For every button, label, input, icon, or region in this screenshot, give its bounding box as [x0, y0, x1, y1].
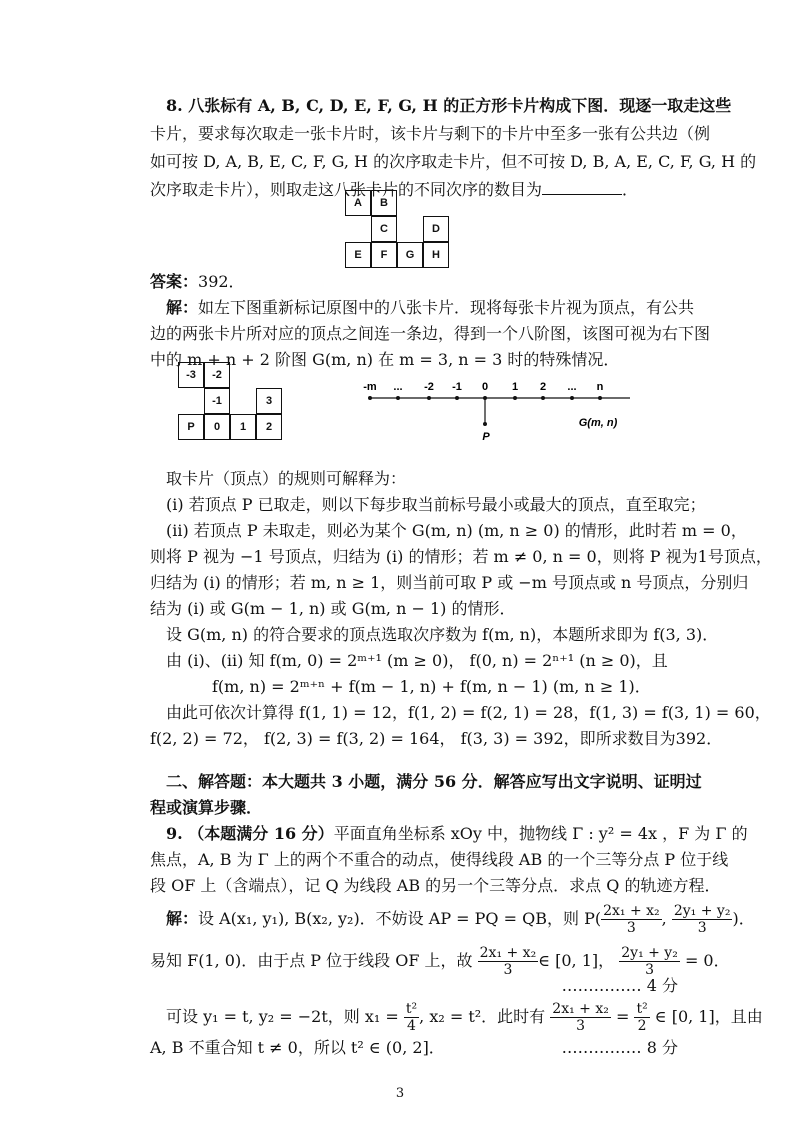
card-neg2: -2 — [204, 362, 230, 388]
card-h: H — [423, 242, 449, 268]
solution9-line2: 易知 F(1, 0)．由于点 P 位于线段 OF 上，故 $\frac{\text{2x₁ + x₂}}{3}$ ∈ [0, 1]， $\frac{\text{2y₁ + y₂}}{3}$ = 0． — [150, 945, 730, 978]
solution9-line4: A, B 不重合知 t ≠ 0，所以 t² ∈ (0, 2]． — [150, 1038, 445, 1057]
graph-label: n — [596, 381, 604, 393]
card-f: F — [371, 242, 397, 268]
rule-1: (i) 若顶点 P 已取走，则以下每步取当前标号最小或最大的顶点，直至取完； — [166, 495, 706, 514]
card-neg3: -3 — [178, 362, 204, 388]
card-e: E — [345, 242, 371, 268]
fraction: $\frac{\text{2x₁ + x₂}}{3}$ — [603, 903, 660, 936]
vertex — [513, 396, 517, 400]
card-g: G — [397, 242, 423, 268]
page-number: 3 — [395, 1086, 405, 1101]
f-recurrence: f(m, n) = 2ᵐ⁺ⁿ + f(m − 1, n) + f(m, n − 1) (m, n ≥ 1)． — [212, 677, 651, 696]
graph-label: ... — [393, 381, 403, 393]
card-a: A — [345, 190, 371, 216]
problem8-line2: 卡片，要求每次取走一张卡片时，该卡片与剩下的卡片中至多一张有公共边（例 — [150, 124, 711, 143]
solution8-line1: 解：如左下图重新标记原图中的八张卡片．现将每张卡片视为顶点，有公共 — [166, 298, 695, 317]
rule-2d: 结为 (i) 或 G(m − 1, n) 或 G(m, n − 1) 的情形． — [150, 599, 516, 618]
graph-label: ... — [567, 381, 577, 393]
fraction: $\frac{\text{t²}}{2}$ — [636, 1001, 648, 1034]
card-b: B — [371, 190, 397, 216]
fraction: $\frac{\text{2y₁ + y₂}}{3}$ — [621, 945, 678, 978]
solution9-line3: 可设 y₁ = t, y₂ = −2t，则 x₁ = $\frac{\text{t²}}{4}$ , x₂ = t²．此时有 $\frac{\text{2x₁ + x₂}}{3}$ = $\frac{\text{t²}}{2}$ ∈ [0, 1]，且由 — [166, 1001, 763, 1034]
solution8-line3: 中的 m + n + 2 阶图 G(m, n) 在 m = 3, n = 3 时的特殊情况． — [150, 350, 620, 369]
card-2: 2 — [256, 414, 282, 440]
graph-label: -1 — [452, 381, 462, 393]
fraction: $\frac{\text{2x₁ + x₂}}{3}$ — [552, 1001, 609, 1034]
vertex — [455, 396, 459, 400]
graph-name: G(m, n) — [578, 417, 618, 429]
vertex — [427, 396, 431, 400]
problem8-line1: 8. 八张标有 A, B, C, D, E, F, G, H 的正方形卡片构成下图．现逐一取走这些 — [166, 96, 732, 115]
calc-line2: f(2, 2) = 72， f(2, 3) = f(3, 2) = 164， f(3, 3) = 392，即所求数目为392． — [150, 729, 723, 748]
card-3: 3 — [256, 388, 282, 414]
card-1: 1 — [230, 414, 256, 440]
vertex — [541, 396, 545, 400]
problem9-line1: 9. （本题满分 16 分）平面直角坐标系 xOy 中，抛物线 Γ : y² = 4x ，F 为 Γ 的 — [166, 824, 748, 843]
fraction: $\frac{\text{2x₁ + x₂}}{3}$ — [479, 945, 537, 978]
f-base: 由 (i)、(ii) 知 f(m, 0) = 2ᵐ⁺¹ (m ≥ 0)， f(0, n) = 2ⁿ⁺¹ (n ≥ 0)，且 — [166, 651, 668, 670]
graph-label: 2 — [539, 381, 547, 393]
rule-intro: 取卡片（顶点）的规则可解释为： — [166, 469, 407, 488]
card-p: P — [178, 414, 204, 440]
card-neg1: -1 — [204, 388, 230, 414]
calc-line1: 由此可依次计算得 f(1, 1) = 12，f(1, 2) = f(2, 1) = 28，f(1, 3) = f(3, 1) = 60， — [166, 703, 771, 722]
problem8-line3: 如可按 D, A, B, E, C, F, G, H 的次序取走卡片，但不可按 D, B, A, E, C, F, G, H 的 — [150, 152, 757, 171]
vertex — [570, 396, 574, 400]
rule-2a: (ii) 若顶点 P 未取走，则必为某个 G(m, n) (m, n ≥ 0) 的情形，此时若 m = 0， — [166, 521, 747, 540]
graph-label: -m — [363, 381, 377, 393]
fraction: $\frac{\text{2y₁ + y₂}}{3}$ — [673, 903, 731, 936]
solution8-line2: 边的两张卡片所对应的顶点之间连一条边，得到一个八阶图，该图可视为右下图 — [150, 324, 711, 343]
score-8: …………… 8 分 — [561, 1038, 678, 1057]
rule-2b: 则将 P 视为 −1 号顶点，归结为 (i) 的情形；若 m ≠ 0, n = 0，则将 P 视为1号顶点， — [150, 547, 772, 566]
problem8-line4: 次序取走卡片），则取走这八张卡片的不同次序的数目为 ． — [150, 180, 639, 199]
graph-label: 1 — [511, 381, 519, 393]
section2-heading-line1: 二、解答题：本大题共 3 小题，满分 56 分．解答应写出文字说明、证明过 — [166, 772, 702, 791]
solution9-line1: 解：设 A(x₁, y₁), B(x₂, y₂)．不妨设 AP = PQ = QB，则 P( $\frac{\text{2x₁ + x₂}}{3}$ , $\frac{\text{2y₁ + y₂}}{3}$ )． — [166, 903, 755, 936]
card-0: 0 — [204, 414, 230, 440]
graph-label: 0 — [481, 381, 489, 393]
graph-label: -2 — [424, 381, 434, 393]
graph-gmn — [360, 378, 650, 450]
rule-2c: 归结为 (i) 的情形；若 m, n ≥ 1，则当前可取 P 或 −m 号顶点或 n 号顶点，分别归 — [150, 573, 749, 592]
card-c: C — [371, 216, 397, 242]
fraction: $\frac{\text{t²}}{4}$ — [405, 1001, 418, 1034]
vertex — [396, 396, 400, 400]
f-definition: 设 G(m, n) 的符合要求的顶点选取次序数为 f(m, n)，本题所求即为 f(3, 3)． — [166, 625, 719, 644]
problem9-line2: 焦点，A, B 为 Γ 上的两个不重合的动点，使得线段 AB 的一个三等分点 P 位于线 — [150, 850, 729, 869]
answer-line: 答案：392． — [150, 272, 245, 291]
vertex — [483, 396, 487, 400]
section2-heading-line2: 程或演算步骤． — [150, 798, 263, 817]
vertex-p — [483, 422, 487, 426]
card-d: D — [423, 216, 449, 242]
vertex — [368, 396, 372, 400]
score-4: …………… 4 分 — [561, 976, 678, 995]
graph-p-label: P — [482, 431, 490, 443]
vertex — [598, 396, 602, 400]
problem9-line3: 段 OF 上（含端点），记 Q 为线段 AB 的另一个三等分点．求点 Q 的轨迹方程． — [150, 876, 721, 895]
answer-blank — [542, 180, 622, 195]
